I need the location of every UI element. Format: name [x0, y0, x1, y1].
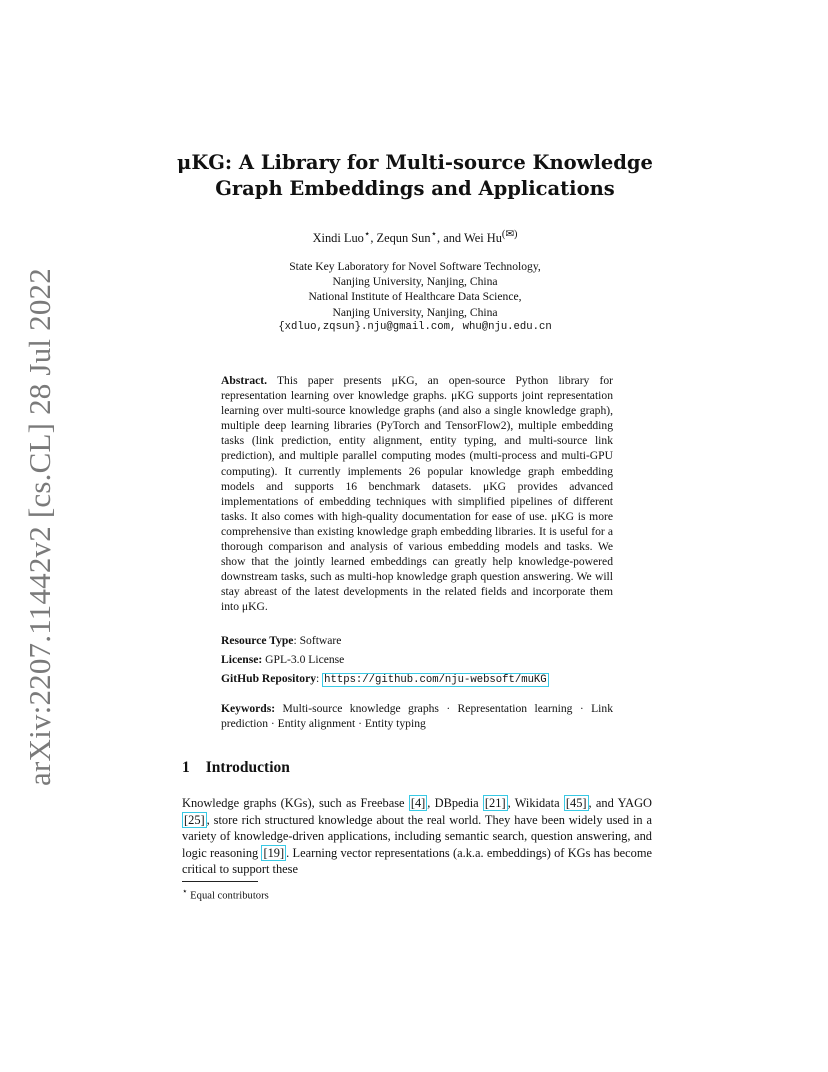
footnote [182, 886, 269, 902]
affiliation-line-3: National Institute of Healthcare Data Science, [308, 290, 522, 304]
affiliation-line-4: Nanjing University, Nanjing, China [332, 305, 498, 319]
affiliations [200, 259, 630, 335]
citation-link[interactable]: [19] [263, 845, 285, 860]
license-label: License: [221, 653, 263, 666]
abstract [221, 373, 613, 615]
author-list [160, 228, 670, 246]
intro-text: , and YAGO [588, 796, 652, 810]
affiliation-line-1: State Key Laboratory for Novel Software Technology, [289, 260, 541, 273]
resource-type [221, 634, 613, 647]
intro-text: . Learning vector representations (a.k.a. embeddings) of KGs has become critical to support these [182, 845, 652, 876]
resource-type-label: Resource Type [221, 634, 294, 647]
license [221, 653, 613, 666]
title-line-2: Graph Embeddings and Applications [215, 177, 615, 200]
intro-paragraph [182, 795, 652, 878]
author-separator: , [370, 231, 377, 246]
corresponding-mail-icon: (✉) [501, 229, 518, 240]
citation-link[interactable]: [45] [565, 796, 587, 810]
intro-text: , Wikidata [507, 796, 564, 810]
github-repository [221, 672, 613, 686]
citation-link[interactable]: [25] [184, 812, 205, 827]
author-1: Xindi Luo [312, 231, 364, 246]
equal-contrib-mark-1: ⋆ [363, 229, 371, 240]
citation-link[interactable]: [4] [410, 796, 426, 810]
footnote-rule [182, 881, 258, 882]
affiliation-line-2: Nanjing University, Nanjing, China [332, 275, 498, 289]
equal-contrib-mark-2: ⋆ [430, 229, 438, 240]
arxiv-id-text: arXiv:2207.11442v2 [cs.CL] 28 Jul 2022 [22, 267, 57, 786]
intro-text: , DBpedia [427, 796, 483, 810]
resource-type-value: : Software [293, 634, 342, 647]
abstract-label: Abstract. [221, 374, 268, 387]
author-separator: , and [437, 231, 464, 246]
author-3: Wei Hu [464, 231, 502, 246]
repo-label: GitHub Repository [221, 672, 317, 685]
author-2: Zequn Sun [376, 231, 431, 246]
repo-colon: : [316, 672, 323, 685]
arxiv-side-identifier [20, 267, 60, 786]
section-title: Introduction [205, 759, 290, 776]
paper-title [160, 150, 670, 202]
keywords-text: Multi-source knowledge graphs · Representation learning · Link prediction · Entity alignment · Entity typing [221, 702, 613, 731]
intro-text: , store rich structured knowledge about the real world. They have been widely used in a variety of knowledge-driven applications, including semantic search, question answering, and logic reasoning [182, 812, 652, 860]
abstract-text: This paper presents μKG, an open-source Python library for representation learning over knowledge graphs. μKG supports joint representation learning over multi-source knowledge graphs (and also a single knowledge graph), multiple deep learning libraries (PyTorch and TensorFlow2), multiple embedding tasks (link prediction, entity alignment, entity typing, and multi-source link prediction), and multiple parallel computing modes (multi-process and multi-GPU computing). It currently implements 26 popular knowledge graph embedding models and supports 16 benchmark datasets. μKG provides advanced implementations of embedding techniques with simplified pipelines of different tasks. It also comes with high-quality documentation for ease of use. μKG is more comprehensive than existing knowledge graph embedding libraries. It is useful for a thorough comparison and analysis of various embedding models and tasks. We show that the jointly learned embeddings can greatly help knowledge-powered downstream tasks, such as multi-hop knowledge graph question answering. We will stay abreast of the latest developments in the related fields and incorporate them into μKG. [221, 374, 613, 614]
section-heading [182, 759, 290, 777]
keywords-label: Keywords: [221, 702, 276, 715]
author-emails: {xdluo,zqsun}.nju@gmail.com, whu@nju.edu.cn [278, 320, 552, 333]
keywords [221, 701, 613, 731]
title-line-1: μKG: A Library for Multi-source Knowledge [177, 151, 653, 174]
license-value: GPL-3.0 License [262, 653, 345, 666]
footnote-text: Equal contributors [187, 890, 269, 902]
intro-text: Knowledge graphs (KGs), such as Freebase [182, 796, 409, 810]
section-number: 1 [182, 759, 190, 776]
citation-link[interactable]: [21] [484, 796, 506, 810]
repo-link[interactable]: https://github.com/nju-websoft/muKG [324, 674, 547, 686]
footnote-mark: ⋆ [182, 886, 188, 896]
